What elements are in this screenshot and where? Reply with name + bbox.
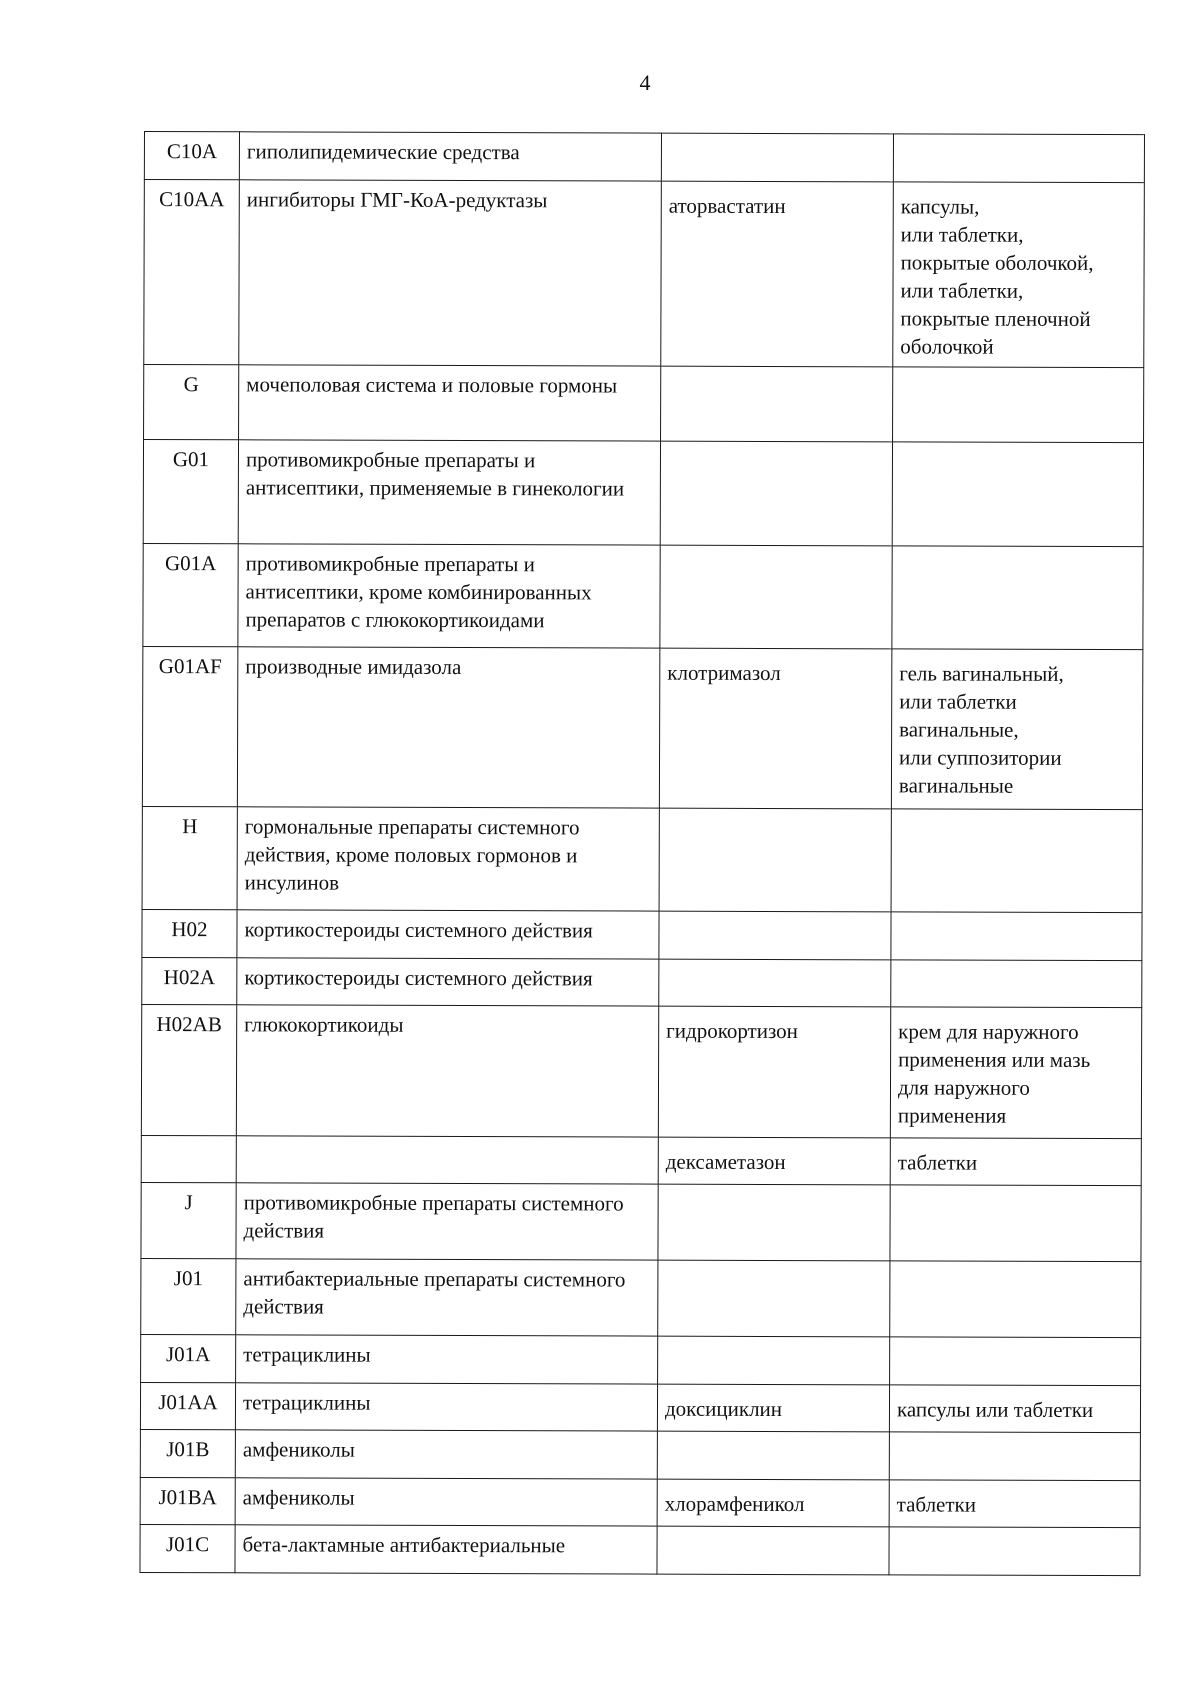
table-row — [144, 180, 1145, 368]
group-name-cell: бета-лактамные антибактериальные — [235, 1525, 657, 1574]
table-body — [140, 132, 1145, 1576]
group-name-cell: гормональные препараты системного действия, кроме половых гормонов и инсулинов — [237, 807, 659, 911]
table-row — [141, 1258, 1141, 1337]
table-row — [141, 1182, 1141, 1261]
drug-name-cell — [659, 808, 891, 912]
drug-name-cell — [657, 1431, 889, 1480]
dosage-form-cell: таблетки — [889, 1480, 1140, 1528]
dosage-form-cell: капсулы или таблетки — [889, 1385, 1140, 1433]
table-row — [144, 365, 1144, 443]
group-name-cell: тетрациклины — [235, 1383, 657, 1431]
group-name-cell: ингибиторы ГМГ-КоА-редуктазы — [239, 180, 662, 366]
group-name-cell: глюкокортикоиды — [236, 1005, 658, 1137]
group-name-cell: амфениколы — [235, 1430, 657, 1479]
dosage-form-cell — [891, 912, 1142, 961]
table-row — [140, 1382, 1140, 1432]
group-name-cell — [236, 1136, 658, 1184]
atc-code-cell: G01 — [143, 440, 238, 544]
atc-code-cell: G — [144, 365, 239, 440]
table-row — [140, 1477, 1140, 1527]
dosage-form-cell — [892, 546, 1143, 650]
dosage-form-cell: крем для наружного применения или мазь для наружного применения — [890, 1007, 1141, 1139]
group-name-cell: противомикробные препараты и антисептики, кроме комбинированных препаратов с глюкокортикоидами — [238, 544, 660, 648]
dosage-form-cell — [890, 1337, 1141, 1386]
table-row — [144, 132, 1144, 183]
table-row — [142, 957, 1142, 1007]
group-name-cell: кортикостероиды системного действия — [237, 910, 659, 959]
dosage-form-cell: гель вагинальный, или таблетки вагинальные, или суппозитории вагинальные — [891, 649, 1143, 810]
atc-code-cell: H02 — [142, 909, 237, 957]
atc-code-cell: J01A — [141, 1334, 236, 1382]
atc-code-cell: J01 — [141, 1258, 236, 1334]
group-name-cell: противомикробные препараты системного действия — [236, 1183, 658, 1260]
drug-name-cell: аторвастатин — [661, 181, 894, 367]
dosage-form-cell — [890, 1261, 1141, 1338]
group-name-cell: антибактериальные препараты системного действия — [236, 1259, 658, 1336]
group-name-cell: противомикробные препараты и антисептики, применяемые в гинекологии — [238, 440, 660, 545]
drug-name-cell — [661, 133, 893, 182]
group-name-cell: производные имидазола — [237, 647, 660, 808]
drug-name-cell — [658, 1260, 890, 1337]
drug-name-cell: доксициклин — [657, 1384, 889, 1432]
drug-name-cell — [659, 911, 891, 960]
atc-code-cell: J01B — [140, 1429, 235, 1477]
drug-name-cell — [660, 545, 892, 649]
atc-code-cell: J01C — [140, 1524, 235, 1572]
table-row — [143, 440, 1143, 547]
atc-code-cell: H — [142, 806, 237, 909]
atc-code-cell: C10AA — [144, 180, 240, 365]
table-row — [143, 543, 1143, 649]
drug-name-cell — [658, 1184, 890, 1261]
atc-code-cell: C10A — [144, 132, 239, 180]
page-number: 4 — [639, 70, 651, 95]
drug-name-cell — [658, 1336, 890, 1385]
dosage-form-cell — [889, 1432, 1140, 1481]
group-name-cell: тетрациклины — [236, 1335, 658, 1384]
table-row — [141, 1135, 1141, 1185]
dosage-form-cell — [893, 367, 1144, 443]
drug-name-cell — [659, 959, 891, 1007]
atc-code-cell: G01AF — [142, 646, 238, 806]
drug-name-cell: клотримазол — [659, 648, 892, 809]
dosage-form-cell — [891, 809, 1142, 913]
drug-name-cell: хлорамфеникол — [657, 1479, 889, 1527]
table-row — [142, 806, 1142, 912]
dosage-form-cell — [891, 960, 1142, 1008]
table-row — [142, 646, 1142, 809]
table-row — [141, 1334, 1141, 1385]
drug-name-cell — [660, 441, 892, 546]
group-name-cell: кортикостероиды системного действия — [237, 958, 659, 1006]
drug-name-cell — [657, 1526, 889, 1575]
atc-code-cell: H02AB — [141, 1004, 236, 1135]
group-name-cell: амфениколы — [235, 1478, 657, 1526]
atc-code-cell: J01BA — [140, 1477, 235, 1524]
dosage-form-cell — [892, 442, 1143, 547]
dosage-form-cell — [890, 1185, 1141, 1262]
dosage-form-cell: таблетки — [890, 1138, 1141, 1186]
atc-code-cell: G01A — [143, 543, 238, 646]
atc-code-cell: H02A — [142, 957, 237, 1004]
group-name-cell: гиполипидемические средства — [239, 132, 661, 181]
group-name-cell: мочеполовая система и половые гормоны — [239, 365, 661, 441]
table-row — [140, 1524, 1140, 1575]
dosage-form-cell — [893, 134, 1144, 183]
drug-classification-table — [139, 131, 1145, 1576]
drug-name-cell — [661, 366, 893, 442]
table-row — [141, 1004, 1141, 1138]
table-row — [142, 909, 1142, 960]
dosage-form-cell — [889, 1527, 1140, 1576]
atc-code-cell: J — [141, 1182, 236, 1258]
atc-code-cell: J01AA — [140, 1382, 235, 1429]
drug-name-cell: дексаметазон — [658, 1137, 890, 1185]
drug-name-cell: гидрокортизон — [658, 1006, 890, 1138]
atc-code-cell — [141, 1135, 236, 1182]
dosage-form-cell: капсулы, или таблетки, покрытые оболочкой, или таблетки, покрытые пленочной оболочкой — [893, 182, 1145, 368]
table-row — [140, 1429, 1140, 1480]
